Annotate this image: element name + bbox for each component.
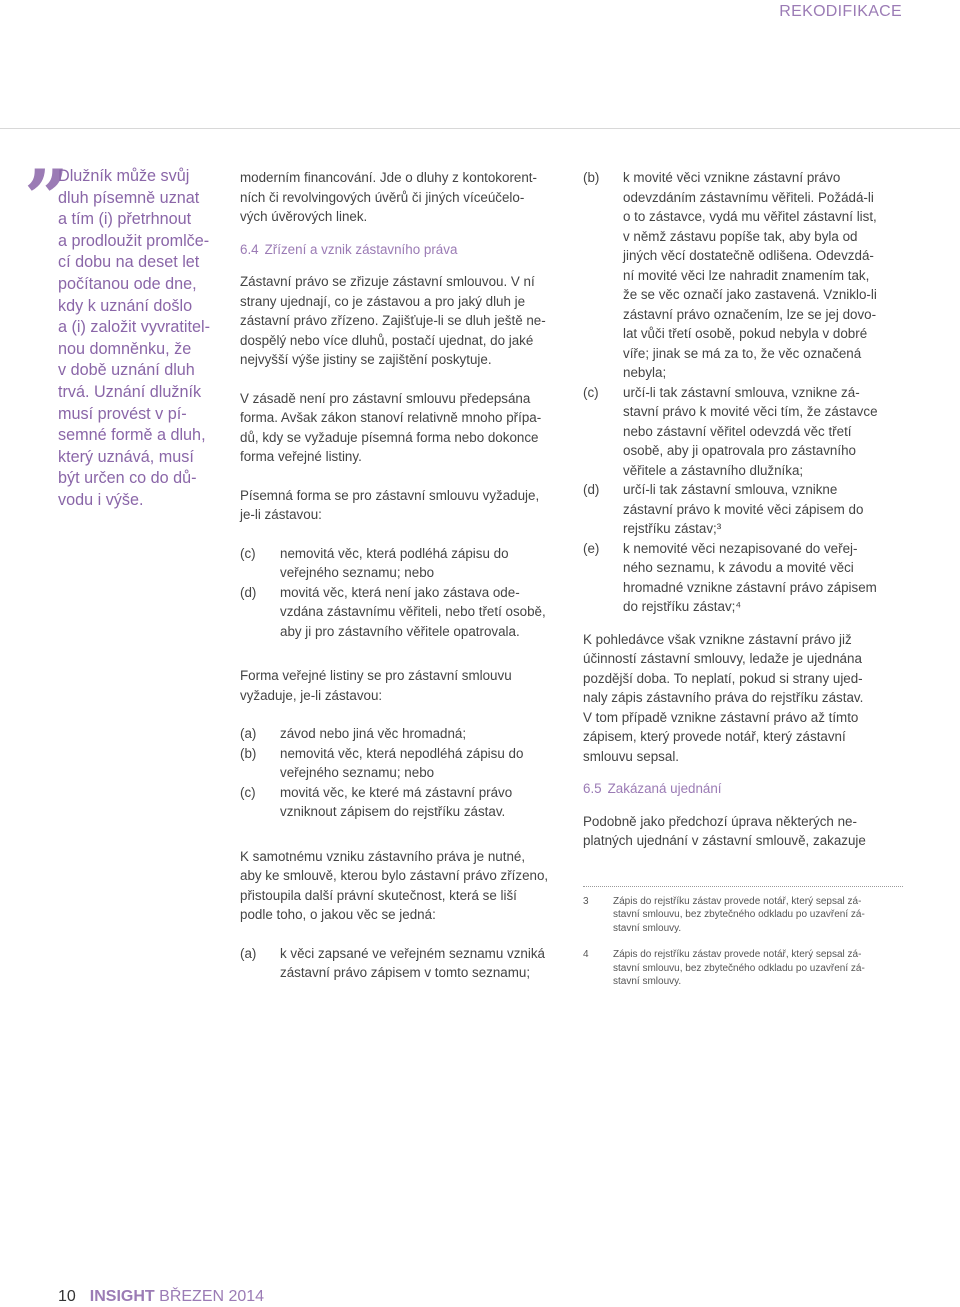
text-line: forma veřejné listiny. — [240, 449, 362, 464]
list-item — [240, 944, 570, 983]
list-item-text — [623, 480, 908, 539]
text-line: stavní smlouvu, bez zbytečného odkladu po uzavření zá- — [613, 909, 865, 920]
page-number: 10 — [58, 1288, 76, 1305]
footnote-number: 4 — [583, 949, 589, 960]
list-item-text — [623, 168, 908, 383]
list-item-text — [280, 583, 570, 642]
text-line: zástavní právo zápisem v tomto seznamu; — [280, 965, 531, 980]
issue-date: BŘEZEN 2014 — [159, 1288, 265, 1305]
pullquote-line: vodu i výše. — [58, 490, 144, 509]
text-line: dů, kdy se vyžaduje písemná forma nebo dokonce — [240, 429, 539, 445]
text-line: Zápis do rejstříku zástav provede notář, který sepsal zá- — [613, 949, 862, 960]
pullquote-line: kdy k uznání došlo — [58, 296, 193, 315]
text-line: veřejného seznamu; nebo — [280, 765, 435, 780]
text-line: vzdána zástavnímu věřiteli, nebo třetí osobě, — [280, 604, 546, 619]
text-line: je-li zástavou: — [240, 507, 322, 522]
magazine-name: INSIGHT — [89, 1288, 155, 1305]
text-line: strany ujednají, co je zástavou a pro jaký dluh je — [240, 293, 526, 309]
page-footer — [58, 1288, 264, 1306]
text-line: zástavní právo zřízeno. Zajišťuje-li se dluh ještě ne- — [240, 313, 546, 328]
text-line: k nemovité věci nezapisované do veřej- — [623, 540, 858, 556]
text-line: vých úvěrových linek. — [240, 209, 368, 224]
heading-number: 6.5 — [583, 781, 602, 796]
text-line: hromadné vznikne zástavní právo zápisem — [623, 579, 877, 595]
paragraph — [240, 272, 570, 370]
list-item-text — [280, 544, 570, 583]
pullquote-line: a tím (i) přetrhnout — [58, 210, 192, 229]
text-line: dospělý nebo více dluhů, postačí ujednat, do jaké — [240, 332, 534, 348]
list-creation — [240, 944, 570, 983]
text-line: nebyla; — [623, 365, 667, 380]
text-line: o to zástavce, vydá mu věřitel zástavní list, — [623, 209, 877, 224]
text-line: vzniknout zápisem do rejstříku zástav. — [280, 804, 506, 819]
text-line: ní movité věci lze nahradit znamením tak, — [623, 267, 870, 283]
list-creation-continued — [583, 168, 908, 617]
list-item — [583, 539, 908, 617]
section-heading-6-5 — [583, 779, 908, 799]
list-item-label: (e) — [583, 540, 600, 556]
pullquote-line: a (i) založit vyvratitel- — [58, 318, 211, 337]
pullquote — [58, 166, 226, 512]
text-line: stavní smlouvy. — [613, 976, 682, 987]
list-item-label: (b) — [240, 745, 257, 761]
text-line: Podobně jako předchozí úprava některých ne- — [583, 813, 857, 829]
list-item — [240, 783, 570, 822]
text-line: smlouvu sepsal. — [583, 748, 680, 764]
text-line: zástavní právo označením, lze se jej dovo- — [623, 306, 877, 322]
text-line: Forma veřejné listiny se pro zástavní smlouvu — [240, 668, 512, 683]
text-line: forma. Avšak zákon stanoví relativně mnoho přípa- — [240, 410, 542, 425]
text-line: zástavní právo k movité věci zápisem do — [623, 501, 864, 517]
list-item-label: (a) — [240, 726, 257, 741]
footnotes — [583, 895, 908, 989]
list-item-text — [280, 783, 570, 822]
paragraph — [583, 630, 908, 767]
pullquote-line: nou domněnku, že — [58, 339, 192, 358]
text-line: platných ujednání v zástavní smlouvě, zakazuje — [583, 833, 866, 848]
list-item-text — [280, 724, 570, 744]
paragraph — [583, 812, 908, 851]
text-line: V zásadě není pro zástavní smlouvu předepsána — [240, 390, 531, 406]
quote-mark-icon: ” — [24, 153, 69, 244]
list-item — [583, 168, 908, 383]
text-line: věřitele a zástavního dlužníka; — [623, 462, 804, 478]
text-line: aby ji pro zástavního věřitele opatrovala. — [280, 623, 520, 639]
text-line: že se věc označí jako zastavená. Vzniklo-li — [623, 287, 877, 302]
text-line: Zástavní právo se zřizuje zástavní smlouvou. V ní — [240, 274, 535, 289]
list-item-text — [623, 383, 908, 481]
list-item-text — [623, 539, 908, 617]
text-line: odevzdáním zástavnímu věřiteli. Požádá-li — [623, 189, 874, 205]
pullquote-line: musí provést v pí- — [58, 404, 187, 423]
text-line: určí-li tak zástavní smlouva, vznikne zá- — [623, 384, 860, 400]
text-line: vyžaduje, je-li zástavou: — [240, 687, 383, 703]
text-line: V tom případě vznikne zástavní právo až tímto — [583, 709, 859, 725]
heading-text: Zakázaná ujednání — [607, 781, 722, 796]
list-item-label: (c) — [240, 545, 256, 561]
text-line: k věci zapsané ve veřejném seznamu vzniká — [280, 945, 545, 961]
text-line: nemovitá věc, která podléhá zápisu do — [280, 545, 509, 561]
text-line: naly zápis zástavního práva do rejstříku zástav. — [583, 690, 864, 705]
text-line: stavní smlouvy. — [613, 922, 682, 934]
pullquote-line: dluh písemně uznat — [58, 188, 200, 207]
list-item — [583, 383, 908, 481]
list-item-text — [280, 744, 570, 783]
text-line: zápisem, který provede notář, který zástavní — [583, 729, 846, 744]
text-line: K pohledávce však vznikne zástavní právo již — [583, 631, 852, 647]
list-item-label: (d) — [240, 584, 257, 600]
list-item — [583, 480, 908, 539]
footnote — [583, 895, 908, 936]
list-written-form — [240, 544, 570, 642]
text-line: určí-li tak zástavní smlouva, vznikne — [623, 482, 838, 497]
pullquote-line: být určen co do dů- — [58, 469, 197, 488]
text-line: do rejstříku zástav;⁴ — [623, 599, 742, 614]
text-line: ních či revolvingových úvěrů či jiných víceúčelo- — [240, 189, 525, 205]
text-line: K samotnému vzniku zástavního práva je nutné, — [240, 848, 526, 864]
pullquote-line: který uznává, musí — [58, 447, 194, 466]
heading-number: 6.4 — [240, 241, 259, 257]
text-line: ného seznamu, k závodu a movité věci — [623, 560, 854, 575]
list-item-label: (c) — [583, 384, 599, 400]
footnote — [583, 948, 908, 989]
paragraph — [240, 389, 570, 467]
text-line: nemovitá věc, která nepodléhá zápisu do — [280, 745, 524, 761]
list-item — [240, 583, 570, 642]
text-line: veřejného seznamu; nebo — [280, 565, 435, 580]
list-item-label: (b) — [583, 170, 600, 185]
text-line: pozdější doba. To neplatí, pokud si strany ujed- — [583, 670, 863, 686]
text-line: Písemná forma se pro zástavní smlouvu vyžaduje, — [240, 487, 540, 503]
text-line: moderním financování. Jde o dluhy z kontokorent- — [240, 170, 537, 185]
text-line: Zápis do rejstříku zástav provede notář, který sepsal zá- — [613, 895, 862, 907]
list-item-label: (c) — [240, 784, 256, 800]
text-line: přistoupila další právní skutečnost, která se liší — [240, 887, 517, 903]
list-item — [240, 744, 570, 783]
paragraph — [240, 847, 570, 925]
list-item-label: (d) — [583, 482, 600, 497]
text-line: v němž zástavu popíše tak, aby byla od — [623, 228, 858, 244]
pullquote-line: počítanou ode dne, — [58, 274, 197, 293]
middle-column — [240, 168, 570, 983]
section-header: REKODIFIKACE — [779, 3, 902, 20]
text-line: aby ke smlouvě, kterou bylo zástavní právo zřízeno, — [240, 868, 549, 883]
pullquote-line: Dlužník může svůj — [58, 167, 190, 185]
header-divider — [0, 128, 960, 129]
paragraph — [240, 666, 570, 705]
text-line: stavní smlouvu, bez zbytečného odkladu po uzavření zá- — [613, 962, 865, 974]
footnote-number: 3 — [583, 895, 589, 907]
paragraph — [240, 168, 570, 227]
text-line: víře; jinak se má za to, že věc označená — [623, 345, 862, 361]
heading-text: Zřízení a vznik zástavního práva — [264, 241, 458, 257]
list-item-text — [280, 944, 570, 983]
list-public-deed — [240, 724, 570, 822]
text-line: jiných věcí dostatečně odlišena. Odevzdá- — [623, 248, 874, 263]
text-line: movitá věc, která není jako zástava ode- — [280, 584, 520, 600]
list-item — [240, 544, 570, 583]
text-line: k movité věci vznikne zástavní právo — [623, 170, 841, 185]
text-line: rejstříku zástav;³ — [623, 521, 722, 536]
text-line: nebo zástavní věřitel odevzdá věc třetí — [623, 423, 852, 439]
footnote-text — [613, 948, 908, 989]
pullquote-line: cí dobu na deset let — [58, 253, 200, 272]
list-item — [240, 724, 570, 744]
text-line: podle toho, o jakou věc se jedná: — [240, 907, 436, 922]
footnote-divider — [583, 886, 903, 887]
right-column — [583, 168, 908, 989]
footnote-text — [613, 895, 908, 936]
text-line: účinností zástavní smlouvy, ledaže je ujednána — [583, 651, 862, 666]
text-line: lat vůči třetí osobě, pokud nebyla v dobré — [623, 326, 868, 341]
section-heading-6-4 — [240, 240, 570, 260]
text-line: závod nebo jiná věc hromadná; — [280, 726, 467, 741]
list-item-label: (a) — [240, 945, 257, 961]
text-line: stavní právo k movité věci tím, že zástavce — [623, 404, 878, 419]
text-line: osobě, aby ji opatrovala pro zástavního — [623, 443, 856, 458]
text-line: nejvyšší výše jistiny se zajištění poskytuje. — [240, 352, 492, 367]
paragraph — [240, 486, 570, 525]
pullquote-line: v době uznání dluh — [58, 361, 195, 380]
pullquote-line: a prodloužit promlče- — [58, 231, 210, 250]
pullquote-line: trvá. Uznání dlužník — [58, 382, 202, 401]
text-line: movitá věc, ke které má zástavní právo — [280, 784, 513, 800]
pullquote-line: semné formě a dluh, — [58, 426, 206, 445]
